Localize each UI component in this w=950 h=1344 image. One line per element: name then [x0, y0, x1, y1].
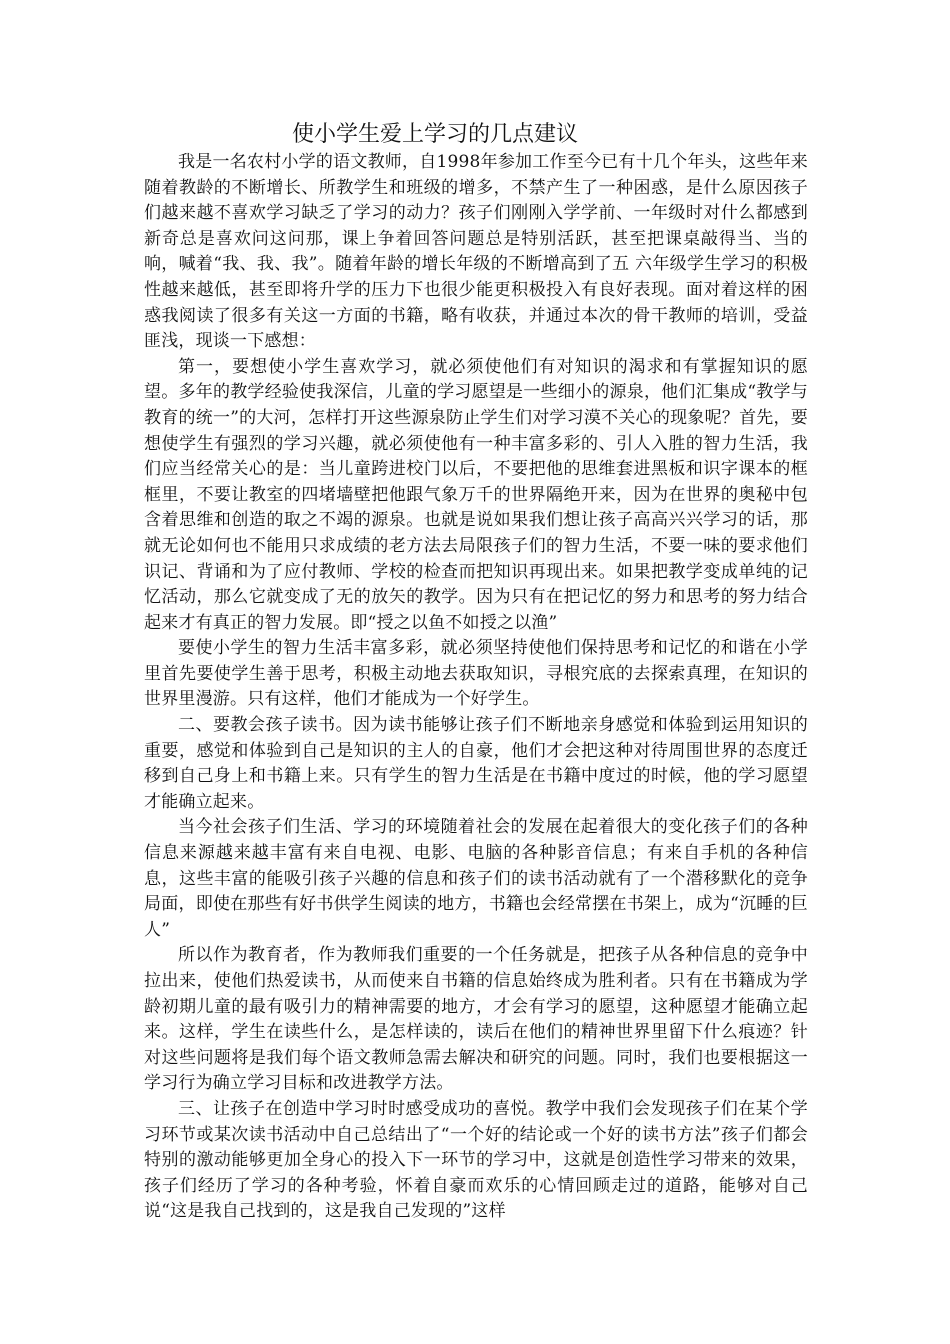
paragraph-point-two: 二、要教会孩子读书。因为读书能够让孩子们不断地亲身感觉和体验到运用知识的重要，感觉和体验到自己是知识的主人的自豪，他们才会把这种对待周围世界的态度迁移到自己身上和书籍上来。只有学生的智力生活是在书籍中度过的时候，他的学习愿望才能确立起来。 — [144, 715, 808, 812]
paragraph-educator-task: 所以作为教育者，作为教师我们重要的一个任务就是，把孩子从各种信息的竞争中拉出来，使他们热爱读书，从而使来自书籍的信息始终成为胜利者。只有在书籍成为学龄初期儿童的最有吸引力的精神需要的地方，才会有学习的愿望，这种愿望才能确立起来。这样，学生在读些什么，是怎样读的，读后在他们的精神世界里留下什么痕迹？针对这些问题将是我们每个语文教师急需去解决和研究的问题。同时，我们也要根据这一学习行为确立学习目标和改进教学方法。 — [144, 945, 808, 1094]
paragraph-point-one: 第一，要想使小学生喜欢学习，就必须使他们有对知识的渴求和有掌握知识的愿望。多年的教学经验使我深信，儿童的学习愿望是一些细小的源泉，他们汇集成“教学与教育的统一”的大河，怎样打开这些源泉防止学生们对学习漠不关心的现象呢？首先，要想使学生有强烈的学习兴趣，就必须使他有一种丰富多彩的、引人入胜的智力生活，我们应当经常关心的是：当儿童跨进校门以后，不要把他的思维套进黑板和识字课本的框框里，不要让教室的四堵墙壁把他跟气象万千的世界隔绝开来，因为在世界的奥秘中包含着思维和创造的取之不竭的源泉。也就是说如果我们想让孩子高高兴兴学习的话，那就无论如何也不能用只求成绩的老方法去局限孩子们的智力生活，不要一味的要求他们识记、背诵和为了应付教师、学校的检查而把知识再现出来。如果把教学变成单纯的记忆活动，那么它就变成了无的放矢的教学。因为只有在把记忆的努力和思考的努力结合起来才有真正的智力发展。即“授之以鱼不如授之以渔” — [144, 356, 808, 633]
paragraph-information-sources: 当今社会孩子们生活、学习的环境随着社会的发展在起着很大的变化孩子们的各种信息来源越来越丰富有来自电视、电影、电脑的各种影音信息；有来自手机的各种信息，这些丰富的能吸引孩子兴趣的信息和孩子们的读书活动就有了一个潜移默化的竞争局面，即使在那些有好书供学生阅读的地方，书籍也会经常摆在书架上，成为“沉睡的巨人” — [144, 817, 808, 940]
paragraph-intro: 我是一名农村小学的语文教师，自1998年参加工作至今已有十几个年头，这些年来随着教龄的不断增长、所教学生和班级的增多，不禁产生了一种困惑，是什么原因孩子们越来越不喜欢学习缺乏了学习的动力？孩子们刚刚入学学前、一年级时对什么都感到新奇总是喜欢问这问那，课上争着回答问题总是特别活跃，甚至把课桌敲得当、当的响，喊着“我、我、我”。随着年龄的增长年级的不断增高到了五 六年级学生学习的积极性越来越低，甚至即将升学的压力下也很少能更积极投入有良好表现。面对着这样的困惑我阅读了很多有关这一方面的书籍，略有收获，并通过本次的骨干教师的培训，受益匪浅，现谈一下感想： — [144, 152, 808, 352]
paragraph-intellectual-life: 要使小学生的智力生活丰富多彩，就必须坚持使他们保持思考和记忆的和谐在小学里首先要使学生善于思考，积极主动地去获取知识，寻根究底的去探索真理，在知识的世界里漫游。只有这样，他们才能成为一个好学生。 — [144, 638, 808, 710]
document-title: 使小学生爱上学习的几点建议 — [292, 122, 579, 147]
document-page — [144, 120, 808, 1225]
paragraph-point-three: 三、让孩子在创造中学习时时感受成功的喜悦。教学中我们会发现孩子们在某个学习环节或某次读书活动中自己总结出了“一个好的结论或一个好的读书方法”孩子们都会特别的激动能够更加全身心的投入下一环节的学习中，这就是创造性学习带来的效果，孩子们经历了学习的各种考验，怀着自豪而欢乐的心情回顾走过的道路，能够对自己说“这是我自己找到的，这是我自己发现的”这样 — [144, 1098, 808, 1222]
